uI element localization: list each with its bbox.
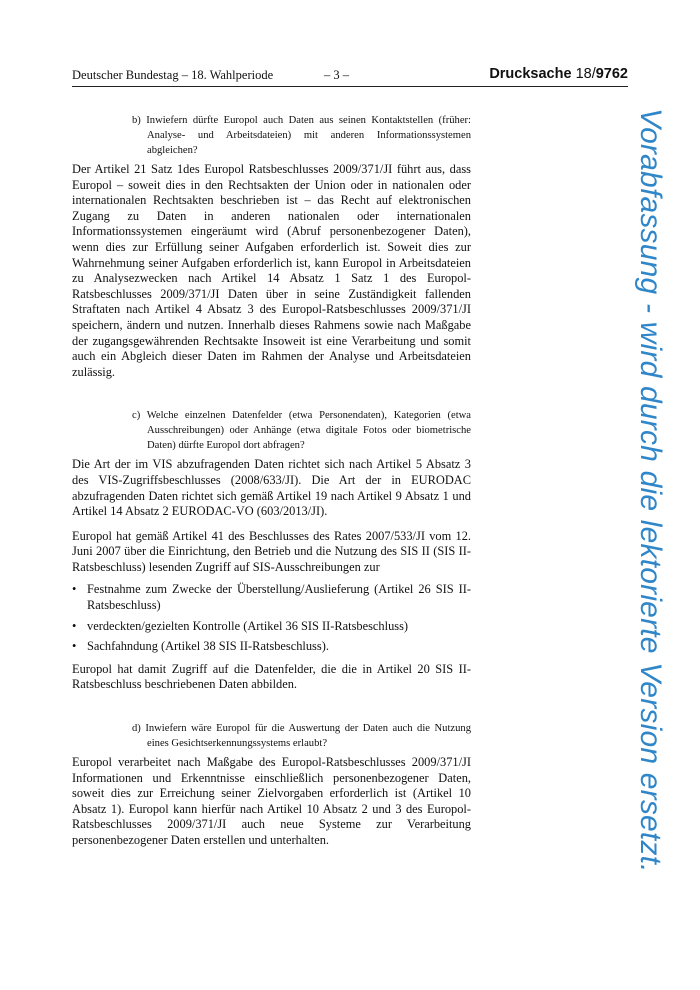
answer-c-paragraph-1: Die Art der im VIS abzufragenden Daten richtet sich nach Artikel 5 Absatz 3 des VIS-Zugriffsbeschlusses (2008/633/JI). Die Art der in EURODAC abzufragenden Daten richtet sich gemäß Artikel 19 nach Artikel 9 Absatz 1 und Artikel 14 Absatz 2 EURODAC-VO (603/2013/JI). [72, 457, 471, 519]
list-item-text: Sachfahndung (Artikel 38 SIS II-Ratsbeschluss). [87, 639, 329, 654]
bullet-icon: • [72, 618, 77, 633]
answer-b-paragraph: Der Artikel 21 Satz 1des Europol Ratsbeschlusses 2009/371/JI führt aus, dass Europol – soweit dies in den Rechtsakten der Union oder in nationalen oder internationalen Rechtsakten beschrieben ist – das Recht auf elektronischen Zugang zu Daten in anderen nationalen oder internationalen Informationssystemen eingeräumt wird (Abruf personenbezogener Daten), wenn dies zur Erfüllung seiner Aufgaben erforderlich ist. Soweit dies zur Wahrnehmung seiner Aufgaben erforderlich ist, kann Europol in Arbeitsdateien zu Analysezwecken nach Artikel 14 Absatz 1 Satz 1 des Europol-Ratsbeschlusses 2009/371/JI Daten über in seine Zuständigkeit fallenden Straftaten nach Artikel 4 Absatz 3 des Europol-Ratsbeschlusses 2009/371/JI speichern, ändern und nutzen. Innerhalb dieses Rahmens sowie nach Maßgabe der zugangsgewährenden Rechtsakte Insoweit ist eine Verarbeitung und somit auch ein Abgleich dieser Daten im Rahmen der Analyse und Arbeitsdateien zulässig. [72, 162, 471, 379]
document-label: Drucksache [489, 66, 572, 82]
page-header [72, 66, 628, 87]
draft-watermark: Vorabfassung - wird durch die lektorierte Version ersetzt. [634, 108, 667, 873]
question-b: b) Inwiefern dürfte Europol auch Daten aus seinen Kontaktstellen (früher: Analyse- und Arbeitsdateien) mit anderen Informationssystemen abgleichen? [132, 115, 471, 156]
question-d: d) Inwiefern wäre Europol für die Auswertung der Daten auch die Nutzung eines Gesichtserkennungssystems erlaubt? [132, 723, 471, 750]
question-c: c) Welche einzelnen Datenfelder (etwa Personendaten), Kategorien (etwa Ausschreibungen) oder Anhänge (etwa digitale Fotos oder biometrische Daten) dürfte Europol dort abfragen? [132, 410, 471, 452]
bullet-icon: • [72, 639, 77, 654]
page-number: – 3 – [324, 68, 349, 82]
document-number-value: 9762 [595, 66, 628, 82]
list-item-text: verdeckten/gezielten Kontrolle (Artikel 36 SIS II-Ratsbeschluss) [87, 618, 409, 633]
document-number [489, 66, 628, 82]
header-parliament: Deutscher Bundestag – 18. Wahlperiode [72, 68, 274, 82]
list-item [72, 639, 471, 655]
list-item [72, 619, 471, 635]
answer-c-paragraph-3: Europol hat damit Zugriff auf die Datenfelder, die die in Artikel 20 SIS II-Ratsbeschluss beschriebenen Daten abbilden. [72, 661, 471, 692]
list-item-text: Festnahme zum Zwecke der Überstellung/Auslieferung (Artikel 26 SIS II-Ratsbeschluss) [87, 582, 471, 613]
document-body [72, 113, 471, 849]
list-item [72, 582, 471, 613]
answer-c-paragraph-2: Europol hat gemäß Artikel 41 des Beschlusses des Rates 2007/533/JI vom 12. Juni 2007 über die Einrichtung, den Betrieb und die Nutzung des SIS II (SIS II-Ratsbeschluss) lesenden Zugriff auf SIS-Ausschreibungen zur [72, 528, 471, 574]
bullet-icon: • [72, 582, 77, 597]
bullet-list [72, 582, 471, 654]
answer-d-paragraph: Europol verarbeitet nach Maßgabe des Europol-Ratsbeschlusses 2009/371/JI Informationen und Erkenntnisse einschließlich personenbezogener Daten, soweit dies zur Erreichung seiner Zielvorgaben erforderlich ist (Artikel 10 Absatz 1). Europol kann hierfür nach Artikel 10 Absatz 2 und 3 des Europol-Ratsbeschlusses 2009/371/JI auch neue Systeme zur Verarbeitung personenbezogener Daten erstellen und unterhalten. [72, 755, 471, 847]
document-number-prefix: 18/ [575, 66, 596, 82]
